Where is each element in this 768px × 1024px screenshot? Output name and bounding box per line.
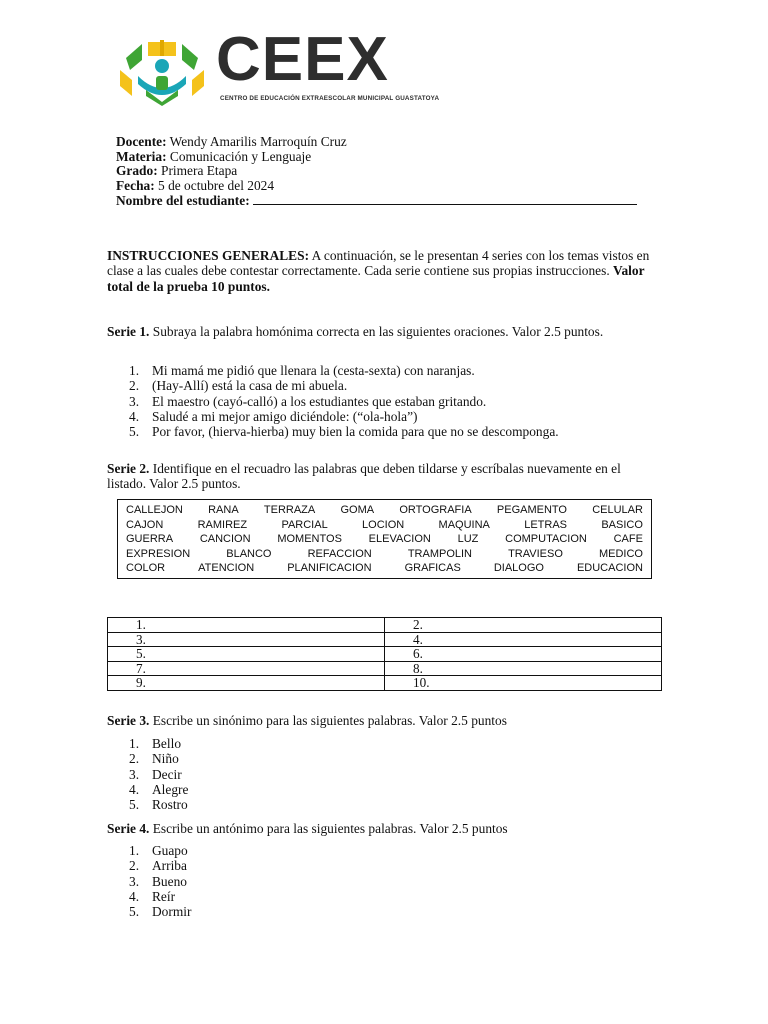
ceex-emblem-icon bbox=[116, 40, 208, 106]
word-row bbox=[126, 518, 643, 533]
item-text: Mi mamá me pidió que llenara la (cesta-sexta) con naranjas. bbox=[152, 363, 475, 378]
word: LOCION bbox=[362, 518, 405, 531]
word: CAFE bbox=[613, 533, 643, 546]
word: PARCIAL bbox=[281, 518, 328, 531]
list-item bbox=[107, 409, 559, 424]
item-number: 4. bbox=[129, 888, 140, 904]
word: LUZ bbox=[457, 533, 479, 546]
item-text: Dormir bbox=[152, 904, 192, 920]
item-number: 5. bbox=[129, 424, 140, 440]
grado-value: Primera Etapa bbox=[161, 163, 238, 179]
item-number: 4. bbox=[129, 408, 140, 424]
table-row bbox=[108, 676, 662, 691]
logo-subtitle: CENTRO DE EDUCACIÓN EXTRAESCOLAR MUNICIPAL GUASTATOYA bbox=[220, 95, 440, 102]
materia-row: Materia: Comunicación y Lenguaje bbox=[116, 148, 312, 164]
list-item bbox=[107, 424, 559, 439]
word: EDUCACION bbox=[576, 562, 643, 575]
fecha-value: 5 de octubre del 2024 bbox=[158, 177, 275, 193]
answer-table bbox=[107, 617, 662, 691]
word: PLANIFICACION bbox=[287, 562, 372, 575]
word: ORTOGRAFIA bbox=[399, 504, 472, 516]
item-number: 1. bbox=[129, 843, 140, 858]
word-row bbox=[126, 532, 643, 547]
word: PEGAMENTO bbox=[496, 504, 567, 516]
word: TRAVIESO bbox=[508, 547, 563, 560]
docente-row: Docente: Wendy Amarilis Marroquín Cruz bbox=[116, 134, 347, 149]
word-row bbox=[126, 547, 643, 562]
word: MEDICO bbox=[598, 547, 643, 560]
list-item bbox=[107, 874, 191, 889]
item-text: (Hay-Allí) está la casa de mi abuela. bbox=[152, 378, 348, 394]
nombre-row: Nombre del estudiante: bbox=[116, 193, 637, 209]
answer-cell[interactable]: 1. bbox=[108, 618, 385, 633]
serie3-list bbox=[107, 736, 188, 812]
table-row bbox=[108, 632, 662, 647]
item-number: 1. bbox=[129, 736, 140, 751]
item-number: 3. bbox=[129, 393, 140, 409]
item-text: Rostro bbox=[152, 797, 188, 813]
ceex-logo bbox=[116, 25, 521, 106]
word: COLOR bbox=[126, 562, 166, 575]
serie1-heading: Serie 1. Subraya la palabra homónima correcta en las siguientes oraciones. Valor 2.5 puntos. bbox=[107, 324, 604, 339]
item-text: Por favor, (hierva-hierba) muy bien la comida para que no se descomponga. bbox=[152, 424, 559, 440]
word: CALLEJON bbox=[126, 504, 183, 516]
list-item bbox=[107, 363, 559, 378]
word: RAMIREZ bbox=[197, 518, 248, 531]
item-text: Bello bbox=[152, 736, 182, 751]
serie1-list bbox=[107, 363, 559, 439]
word: GUERRA bbox=[126, 533, 174, 546]
student-name-blank[interactable] bbox=[253, 193, 637, 205]
answer-cell[interactable]: 5. bbox=[108, 647, 385, 662]
item-number: 5. bbox=[129, 904, 140, 920]
general-instructions: INSTRUCCIONES GENERALES: A continuación, se le presentan 4 series con los temas vistos en clase a las cuales debe contestar correctamente. Cada serie contiene sus propias instrucciones. Valor total de la prueba 10 puntos. bbox=[107, 248, 650, 294]
answer-cell[interactable]: 6. bbox=[385, 647, 662, 662]
word: GRAFICAS bbox=[404, 562, 461, 575]
item-text: Reír bbox=[152, 888, 176, 904]
word: BLANCO bbox=[226, 547, 272, 560]
grado-row: Grado: Primera Etapa bbox=[116, 163, 238, 179]
item-number: 3. bbox=[129, 766, 140, 782]
table-row bbox=[108, 647, 662, 662]
item-text: Decir bbox=[152, 766, 182, 782]
word: REFACCION bbox=[307, 547, 372, 560]
item-text: El maestro (cayó-calló) a los estudiantes que estaban gritando. bbox=[152, 393, 487, 409]
serie2-heading: Serie 2. Identifique en el recuadro las palabras que deben tildarse y escríbalas nuevamente en el listado. Valor 2.5 puntos. bbox=[107, 461, 621, 492]
word: CAJON bbox=[126, 518, 164, 531]
table-row bbox=[108, 661, 662, 676]
item-number: 2. bbox=[129, 378, 140, 394]
item-number: 4. bbox=[129, 781, 140, 797]
item-number: 3. bbox=[129, 873, 140, 889]
word: RANA bbox=[208, 504, 239, 516]
serie4-list bbox=[107, 843, 191, 919]
word: GOMA bbox=[340, 504, 375, 516]
answer-cell[interactable]: 8. bbox=[385, 661, 662, 676]
word: TERRAZA bbox=[263, 504, 316, 516]
materia-value: Comunicación y Lenguaje bbox=[169, 148, 312, 164]
exam-header bbox=[116, 135, 637, 209]
list-item bbox=[107, 751, 188, 766]
item-number: 2. bbox=[129, 858, 140, 874]
word: BASICO bbox=[601, 518, 643, 531]
answer-cell[interactable]: 10. bbox=[385, 676, 662, 691]
word-row bbox=[126, 503, 643, 518]
docente-value: Wendy Amarilis Marroquín Cruz bbox=[169, 134, 347, 149]
item-number: 2. bbox=[129, 751, 140, 767]
list-item bbox=[107, 782, 188, 797]
table-row bbox=[108, 618, 662, 633]
list-item bbox=[107, 736, 188, 751]
item-text: Alegre bbox=[152, 781, 189, 797]
item-text: Niño bbox=[152, 751, 179, 767]
word-box bbox=[117, 499, 652, 579]
item-text: Guapo bbox=[152, 843, 188, 858]
word: MOMENTOS bbox=[277, 533, 342, 546]
list-item bbox=[107, 394, 559, 409]
answer-cell[interactable]: 2. bbox=[385, 618, 662, 633]
word: EXPRESION bbox=[126, 547, 191, 560]
serie3-heading: Serie 3. Escribe un sinónimo para las siguientes palabras. Valor 2.5 puntos bbox=[107, 713, 507, 728]
list-item bbox=[107, 767, 188, 782]
fecha-row: Fecha: 5 de octubre del 2024 bbox=[116, 177, 275, 193]
list-item bbox=[107, 797, 188, 812]
word: COMPUTACION bbox=[505, 533, 587, 546]
item-text: Bueno bbox=[152, 873, 187, 889]
word: CANCION bbox=[199, 533, 251, 546]
serie4-heading: Serie 4. Escribe un antónimo para las siguientes palabras. Valor 2.5 puntos bbox=[107, 821, 508, 836]
word-row bbox=[126, 561, 643, 576]
word: MAQUINA bbox=[438, 518, 490, 531]
list-item bbox=[107, 843, 191, 858]
word: TRAMPOLIN bbox=[407, 547, 472, 560]
word: LETRAS bbox=[524, 518, 568, 531]
item-text: Arriba bbox=[152, 858, 187, 874]
item-text: Saludé a mi mejor amigo diciéndole: (“ola-hola”) bbox=[152, 408, 418, 424]
list-item bbox=[107, 889, 191, 904]
list-item bbox=[107, 858, 191, 873]
word: ELEVACION bbox=[368, 533, 431, 546]
item-number: 5. bbox=[129, 797, 140, 813]
logo-wordmark: CEEX bbox=[216, 25, 389, 94]
answer-cell[interactable]: 9. bbox=[108, 676, 385, 691]
word: DIALOGO bbox=[493, 562, 544, 575]
answer-cell[interactable]: 3. bbox=[108, 632, 385, 647]
item-number: 1. bbox=[129, 363, 140, 378]
answer-cell[interactable]: 7. bbox=[108, 661, 385, 676]
list-item bbox=[107, 904, 191, 919]
word: CELULAR bbox=[592, 504, 643, 516]
list-item bbox=[107, 378, 559, 393]
answer-cell[interactable]: 4. bbox=[385, 632, 662, 647]
word: ATENCION bbox=[198, 562, 255, 575]
